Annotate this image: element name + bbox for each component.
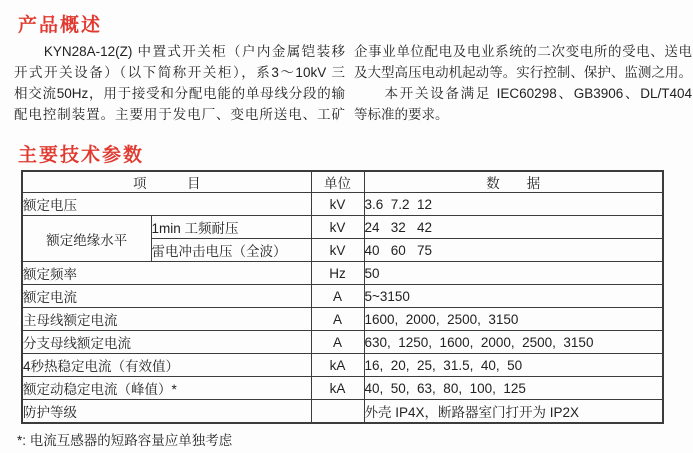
text-line: 配电控制装置。主要用于发电厂、变电所送电、工矿 — [14, 107, 345, 122]
data-cell: 40, 50, 63, 80, 100, 125 — [364, 377, 663, 400]
text-line: KYN28A-12(Z) 中置式开关柜（户内金属铠装移 — [14, 44, 345, 59]
data-cell: 外壳 IP4X，断路器室门打开为 IP2X — [364, 400, 663, 424]
overview-column-right — [354, 41, 692, 125]
table-header-row — [22, 171, 663, 193]
data-cell: 40 60 75 — [364, 239, 663, 262]
unit-cell: kV — [311, 239, 364, 262]
data-header-cell: 数 据 — [364, 171, 663, 193]
unit-cell: kV — [311, 193, 364, 216]
text-line: 企事业单位配电及电业系统的二次变电所的受电、送电 — [354, 44, 692, 59]
unit-cell: kV — [311, 216, 364, 239]
data-cell: 1600, 2000, 2500, 3150 — [364, 308, 663, 331]
footnote: *: 电流互感器的短路容量应单独考虑 — [17, 433, 233, 448]
item-cell: 额定电压 — [22, 193, 311, 216]
table-row — [22, 354, 663, 377]
item-header-cell: 项 目 — [22, 171, 311, 193]
data-cell: 24 32 42 — [364, 216, 663, 239]
table-row — [22, 262, 663, 285]
overview-heading: 产品概述 — [18, 15, 103, 36]
text-line: 本开关设备满足 IEC60298、GB3906、DL/T404 — [354, 86, 692, 101]
item-cell: 分支母线额定电流 — [22, 331, 311, 354]
text-line: 及大型高压电动机起动等。实行控制、保护、监测之用。 — [354, 65, 692, 80]
unit-cell: Hz — [311, 262, 364, 285]
unit-cell: A — [311, 285, 364, 308]
data-cell: 16, 20, 25, 31.5, 40, 50 — [364, 354, 663, 377]
item-cell: 主母线额定电流 — [22, 308, 311, 331]
item-sub-cell: 雷电冲击电压（全波） — [151, 239, 311, 262]
text-line: 开式开关设备）（以下简称开关柜），系3～10kV 三 — [14, 65, 345, 80]
table-row — [22, 193, 663, 216]
params-heading: 主要技术参数 — [18, 145, 145, 166]
item-cell: 额定电流 — [22, 285, 311, 308]
table-row — [22, 400, 663, 424]
data-cell: 50 — [364, 262, 663, 285]
data-cell: 3.6 7.2 12 — [364, 193, 663, 216]
table-row — [22, 216, 663, 239]
item-cell: 额定频率 — [22, 262, 311, 285]
unit-cell: kA — [311, 354, 364, 377]
overview-text — [14, 41, 692, 125]
item-cell: 4秒热稳定电流（有效值） — [22, 354, 311, 377]
table-row — [22, 331, 663, 354]
item-group-cell: 额定绝缘水平 — [22, 216, 151, 262]
item-cell: 额定动稳定电流（峰值）* — [22, 377, 311, 400]
data-cell: 630, 1250, 1600, 2000, 2500, 3150 — [364, 331, 663, 354]
text-line: 相交流50Hz，用于接受和分配电能的单母线分段的输 — [14, 86, 345, 101]
table-row — [22, 377, 663, 400]
table-row — [22, 308, 663, 331]
unit-cell: kA — [311, 377, 364, 400]
unit-header-cell: 单位 — [311, 171, 364, 193]
item-cell: 防护等级 — [22, 400, 311, 424]
overview-column-left — [14, 41, 345, 125]
item-sub-cell: 1min 工频耐压 — [151, 216, 311, 239]
unit-cell — [311, 400, 364, 424]
data-cell: 5~3150 — [364, 285, 663, 308]
unit-cell: A — [311, 331, 364, 354]
unit-cell: A — [311, 308, 364, 331]
text-line: 等标准的要求。 — [354, 107, 449, 122]
parameters-table — [21, 170, 664, 424]
table-row — [22, 285, 663, 308]
